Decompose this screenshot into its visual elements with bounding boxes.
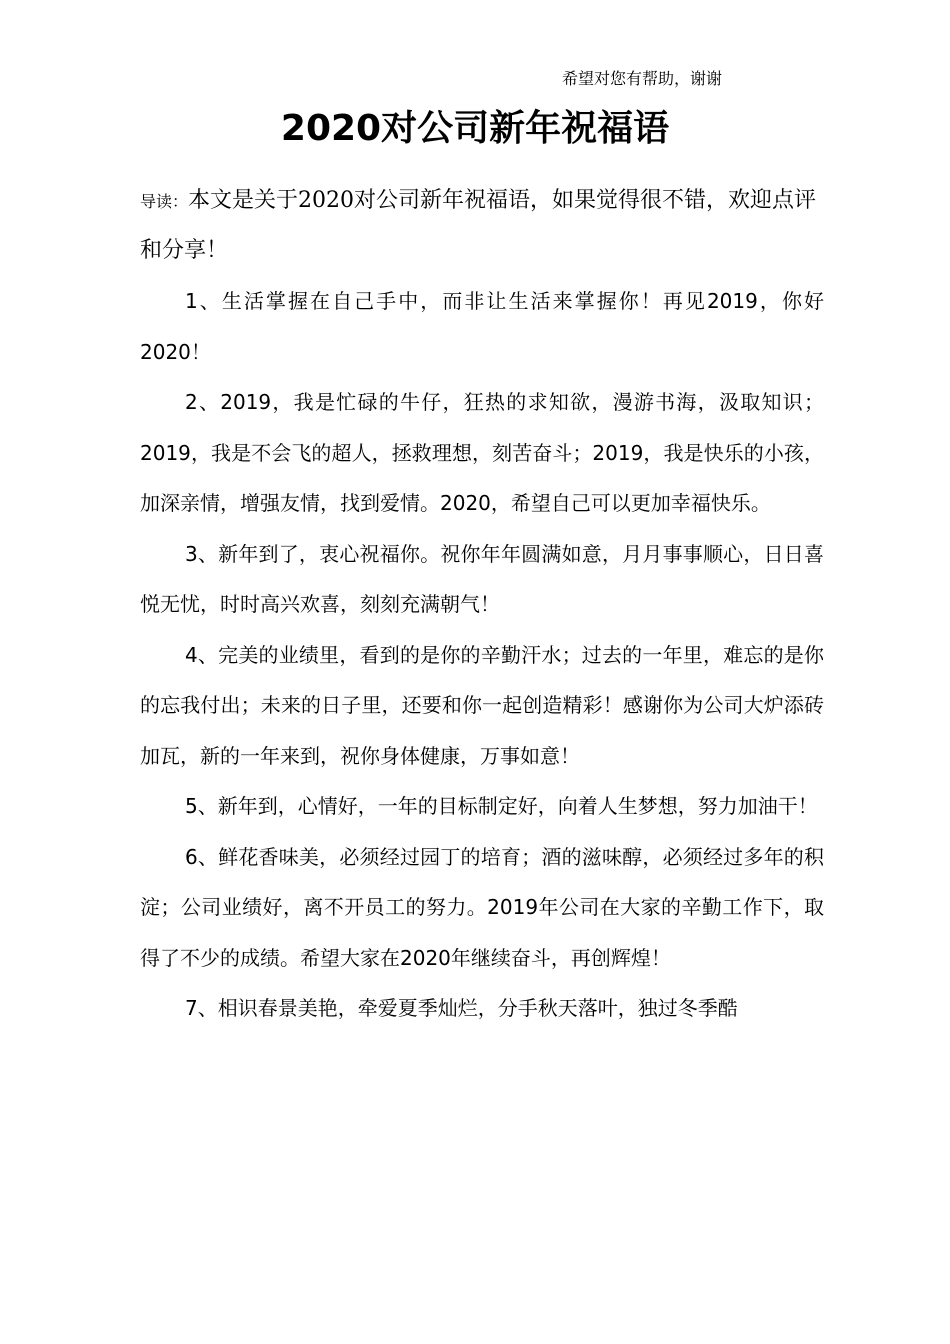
document-body (140, 276, 824, 1034)
paragraph-3: 3、新年到了，衷心祝福你。祝你年年圆满如意，月月事事顺心，日日喜悦无忧，时时高兴欢喜，刻刻充满朝气！ (140, 541, 824, 616)
paragraph-4: 4、完美的业绩里，看到的是你的辛勤汗水；过去的一年里，难忘的是你的忘我付出；未来的日子里，还要和你一起创造精彩！感谢你为公司大炉添砖加瓦，新的一年来到，祝你身体健康，万事如意！ (140, 642, 824, 768)
document-title: 2020对公司新年祝福语 (280, 108, 670, 149)
intro-section (140, 176, 820, 275)
header-note: 希望对您有帮助，谢谢 (562, 69, 723, 88)
paragraph-1: 1、生活掌握在自己手中，而非让生活来掌握你！再见2019，你好2020！ (140, 289, 824, 364)
paragraph-2: 2、2019，我是忙碌的牛仔，狂热的求知欲，漫游书海，汲取知识；2019，我是不会飞的超人，拯救理想，刻苦奋斗；2019，我是快乐的小孩，加深亲情，增强友情，找到爱情。2020，希望自己可以更加幸福快乐。 (140, 390, 824, 515)
intro-label: 导读： (140, 192, 189, 211)
paragraph-5: 5、新年到，心情好，一年的目标制定好，向着人生梦想，努力加油干！ (185, 794, 818, 818)
paragraph-6: 6、鲜花香味美，必须经过园丁的培育；酒的滋味醇，必须经过多年的积淀；公司业绩好，离不开员工的努力。2019年公司在大家的辛勤工作下，取得了不少的成绩。希望大家在2020年继续奋斗，再创辉煌！ (140, 844, 824, 970)
paragraph-7: 7、相识春景美艳，牵爱夏季灿烂，分手秋天落叶，独过冬季酷 (185, 996, 738, 1020)
intro-text: 本文是关于2020对公司新年祝福语，如果觉得很不错，欢迎点评和分享！ (140, 188, 817, 263)
